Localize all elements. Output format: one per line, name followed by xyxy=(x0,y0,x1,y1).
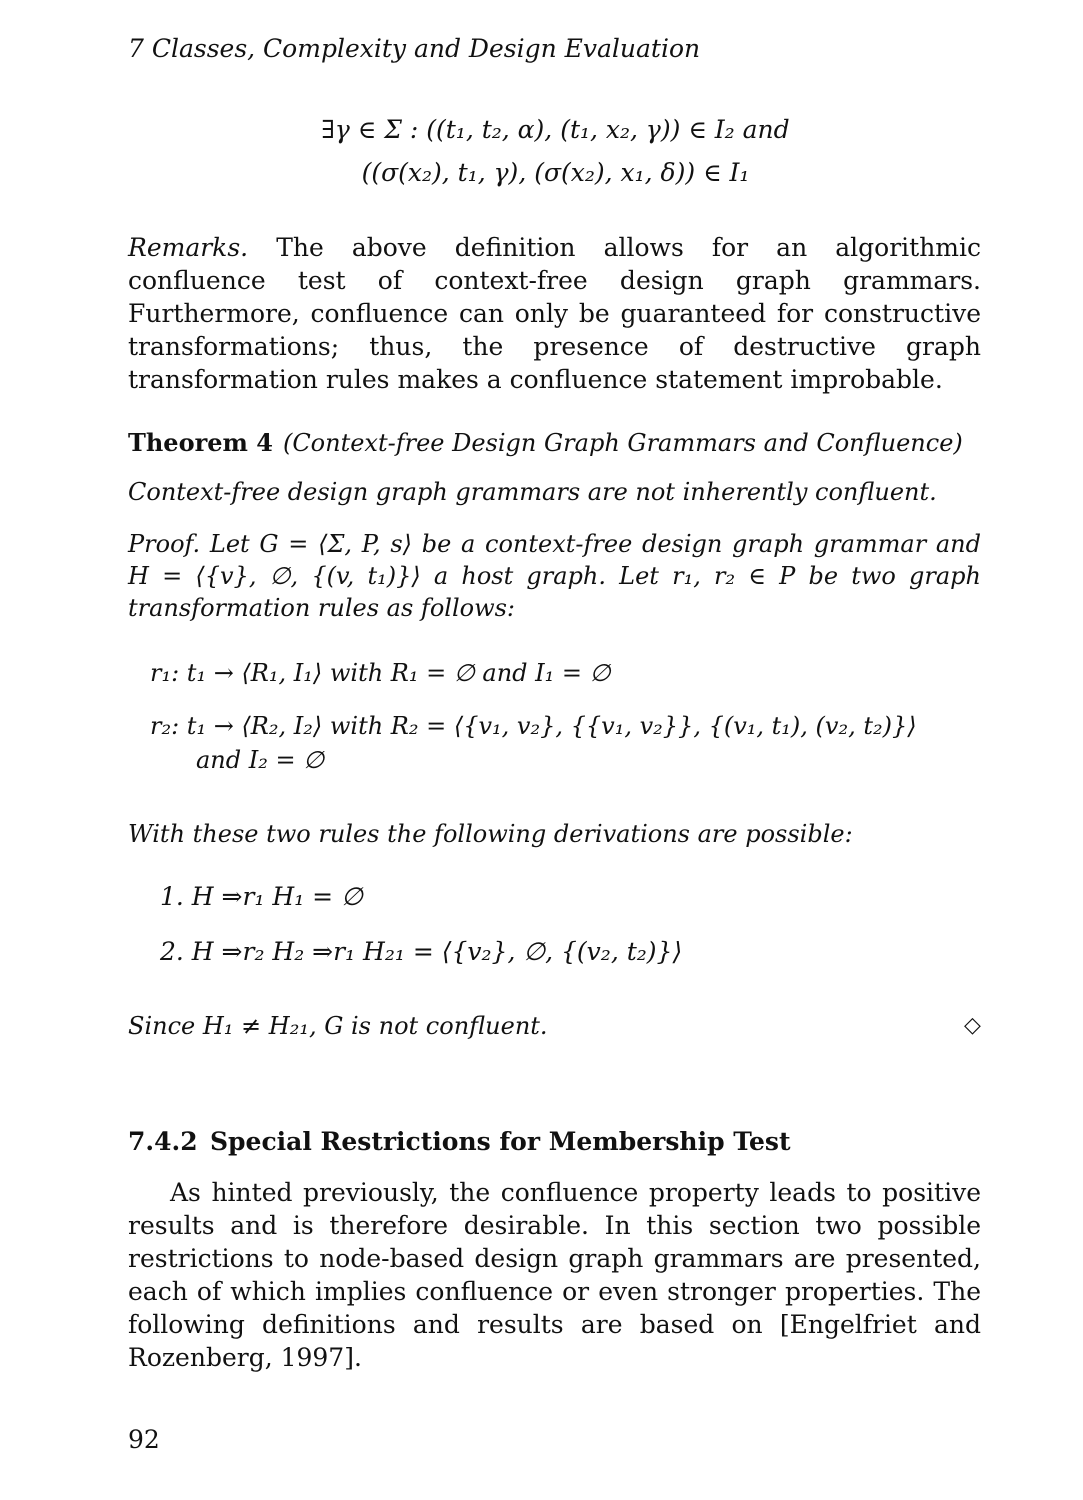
theorem-title: (Context-free Design Graph Grammars and Confluence) xyxy=(282,429,963,457)
rule-r2: r₂: t₁ → ⟨R₂, I₂⟩ with R₂ = ⟨{v₁, v₂}, {{v₁, v₂}}, {(v₁, t₁), (v₂, t₂)}⟩ xyxy=(150,712,917,740)
section-heading xyxy=(128,1127,791,1156)
proof-paragraph xyxy=(128,528,981,624)
theorem-statement: Context-free design graph grammars are not inherently confluent. xyxy=(128,478,937,506)
section-paragraph: As hinted previously, the confluence property leads to positive results and is therefore desirable. In this section two possible restrictions to node-based design graph grammars are presented, each of which implies confluence or even stronger properties. The following definitions and results are based on [Engelfriet and Rozenberg, 1997]. xyxy=(128,1178,981,1372)
section-title: Special Restrictions for Membership Test xyxy=(210,1127,791,1156)
remarks-paragraph xyxy=(128,231,981,396)
running-header: 7 Classes, Complexity and Design Evaluation xyxy=(128,34,701,63)
page-number: 92 xyxy=(128,1425,160,1454)
derivations-intro: With these two rules the following derivations are possible: xyxy=(128,820,853,848)
proof-label: Proof. xyxy=(128,530,201,558)
theorem-label: Theorem 4 xyxy=(128,428,273,457)
remarks-text: The above definition allows for an algorithmic confluence test of context-free design graph grammars. Furthermore, confluence can only be guaranteed for constructive transformations; thus, the presence of destructive graph transformation rules makes a confluence statement improbable. xyxy=(128,233,981,394)
derivation-2: 2. H ⇒r₂ H₂ ⇒r₁ H₂₁ = ⟨{v₂}, ∅, {(v₂, t₂)}⟩ xyxy=(160,937,683,966)
rule-r2-continuation: and I₂ = ∅ xyxy=(196,746,325,774)
equation-line-1: ∃γ ∈ Σ : ((t₁, t₂, α), (t₁, x₂, γ)) ∈ I₂ and xyxy=(321,115,790,144)
qed-diamond-icon: ◇ xyxy=(964,1013,981,1038)
proof-text: Let G = ⟨Σ, P, s⟩ be a context-free design graph grammar and H = ⟨{v}, ∅, {(v, t₁)}⟩ a host graph. Let r₁, r₂ ∈ P be two graph transformation rules as follows: xyxy=(128,530,982,622)
theorem-heading xyxy=(128,428,983,457)
proof-conclusion: Since H₁ ≠ H₂₁, G is not confluent. xyxy=(128,1012,548,1040)
section-number: 7.4.2 xyxy=(128,1127,198,1156)
derivation-1: 1. H ⇒r₁ H₁ = ∅ xyxy=(160,882,363,911)
rule-r1: r₁: t₁ → ⟨R₁, I₁⟩ with R₁ = ∅ and I₁ = ∅ xyxy=(150,659,611,687)
remarks-label: Remarks. xyxy=(128,233,249,262)
equation-line-2: ((σ(x₂), t₁, γ), (σ(x₂), x₁, δ)) ∈ I₁ xyxy=(361,158,750,187)
